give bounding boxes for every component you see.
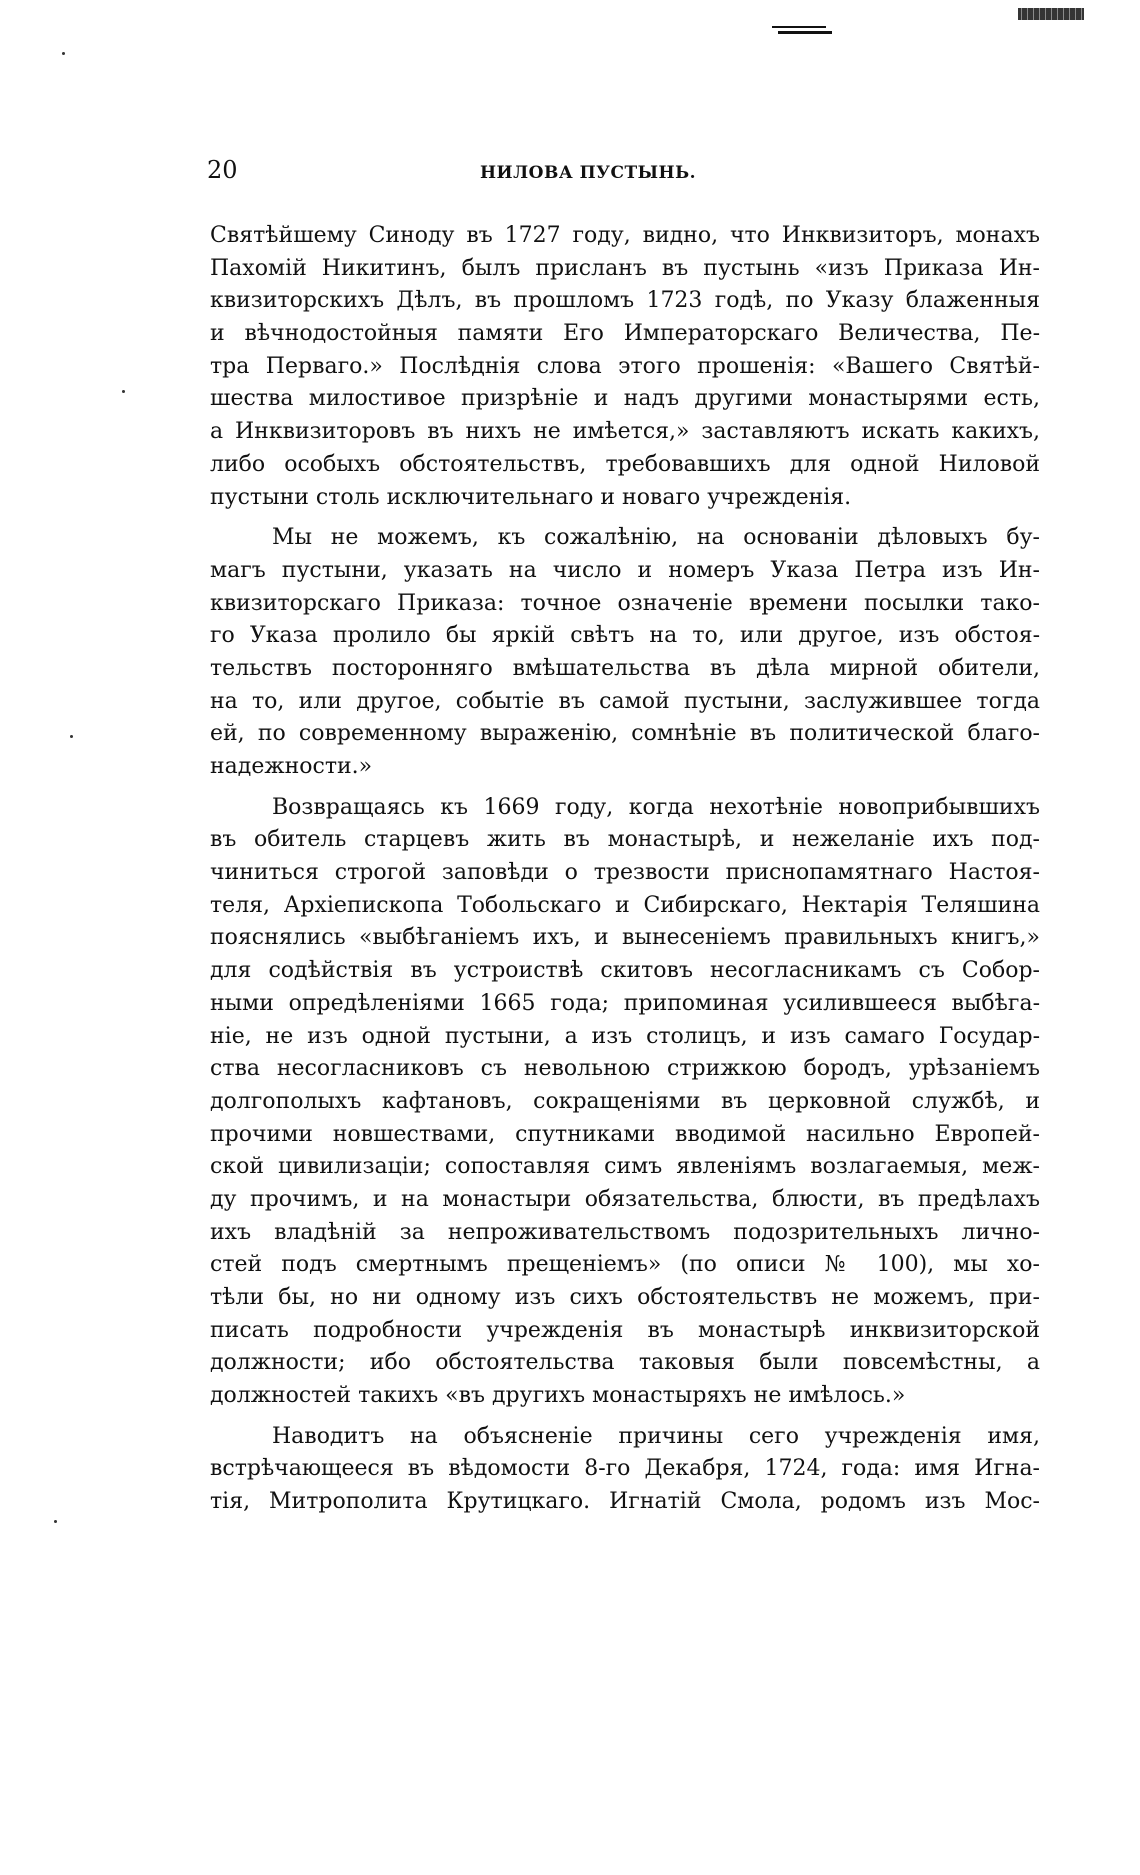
text-line: ихъ владѣній за непроживательствомъ подозрительныхъ лично- — [210, 1219, 1040, 1245]
ornament-bar — [778, 31, 832, 34]
paragraph — [210, 522, 1040, 784]
text-line: надежности.» — [210, 754, 373, 779]
text-line: встрѣчающееся въ вѣдомости 8-го Декабря, 1724, года: имя Игна- — [210, 1456, 1040, 1482]
text-line: пустыни столь исключительнаго и новаго учрежденія. — [210, 484, 852, 510]
scan-speck — [62, 52, 65, 55]
text-line: писать подробности учрежденія въ монастырѣ инквизиторской — [210, 1317, 1040, 1343]
top-ornament-rule — [772, 26, 832, 34]
text-line: въ обитель старцевъ жить въ монастырѣ, и нежеланіе ихъ под- — [210, 827, 1040, 853]
text-line: тія, Митрополита Крутицкаго. Игнатій Смола, родомъ изъ Мос- — [210, 1489, 1040, 1515]
page-number: 20 — [207, 156, 238, 184]
text-line: тѣли бы, но ни одному изъ сихъ обстоятельствъ не можемъ, при- — [210, 1285, 1040, 1310]
scan-speck — [70, 735, 73, 738]
text-line: и вѣчнодостойныя памяти Его Императорскаго Величества, Пе- — [210, 321, 1040, 347]
text-line: Возвращаясь къ 1669 году, когда нехотѣніе новоприбывшихъ — [272, 794, 1040, 820]
text-line: пояснялись «выбѣганіемъ ихъ, и вынесеніемъ правильныхъ книгъ,» — [210, 925, 1040, 951]
running-head: НИЛОВА ПУСТЫНЬ. — [480, 163, 697, 183]
text-line: на то, или другое, событіе въ самой пустыни, заслужившее тогда — [210, 688, 1040, 714]
scan-speck — [122, 390, 125, 393]
text-line: либо особыхъ обстоятельствъ, требовавшихъ для одной Ниловой — [210, 451, 1040, 477]
scan-artifact — [1018, 8, 1084, 20]
text-line: ніе, не изъ одной пустыни, а изъ столицъ, и изъ самаго Государ- — [210, 1023, 1040, 1049]
text-line: тельствъ посторонняго вмѣшательства въ дѣла мирной обители, — [210, 655, 1040, 681]
text-line: прочими новшествами, спутниками вводимой насильно Европей- — [210, 1121, 1040, 1147]
text-line: стей подъ смертнымъ прещеніемъ» (по описи № 100), мы хо- — [210, 1252, 1040, 1278]
text-line: ду прочимъ, и на монастыри обязательства, блюсти, въ предѣлахъ — [210, 1186, 1040, 1212]
text-line: квизиторскаго Приказа: точное означеніе времени посылки тако- — [210, 590, 1040, 616]
text-line: Святѣйшему Синоду въ 1727 году, видно, что Инквизиторъ, монахъ — [210, 223, 1040, 248]
text-line: должностей такихъ «въ другихъ монастыряхъ не имѣлось.» — [210, 1383, 906, 1409]
text-line: магъ пустыни, указать на число и номеръ Указа Петра изъ Ин- — [210, 557, 1040, 583]
text-line: должности; ибо обстоятельства таковыя были повсемѣстны, а — [210, 1350, 1040, 1376]
text-line: тра Перваго.» Послѣднія слова этого прошенія: «Вашего Святѣй- — [210, 353, 1040, 379]
text-line: го Указа пролило бы яркій свѣтъ на то, или другое, изъ обстоя- — [210, 623, 1040, 649]
paragraph — [210, 792, 1040, 1413]
text-line: а Инквизиторовъ въ нихъ не имѣется,» заставляютъ искать какихъ, — [210, 419, 1040, 445]
text-line: долгополыхъ кафтановъ, сокращеніями въ церковной службѣ, и — [210, 1088, 1040, 1114]
text-line: Мы не можемъ, къ сожалѣнію, на основаніи дѣловыхъ бу- — [272, 525, 1040, 551]
text-line: шества милостивое призрѣніе и надъ другими монастырями есть, — [210, 386, 1040, 412]
paragraph — [210, 1421, 1040, 1519]
text-line: квизиторскихъ Дѣлъ, въ прошломъ 1723 годѣ, по Указу блаженныя — [210, 288, 1040, 314]
paragraph — [210, 220, 1040, 514]
text-line: Наводитъ на объясненіе причины сего учрежденія имя, — [272, 1423, 1040, 1449]
text-line: ными опредѣленіями 1665 года; припоминая усилившееся выбѣга- — [210, 990, 1040, 1016]
text-column — [210, 220, 1040, 1519]
text-line: Пахомій Никитинъ, былъ присланъ въ пустынь «изъ Приказа Ин- — [210, 255, 1040, 281]
text-line: чиниться строгой заповѣди о трезвости приснопамятнаго Настоя- — [210, 860, 1040, 886]
text-line: теля, Архіепископа Тобольскаго и Сибирскаго, Нектарія Теляшина — [210, 892, 1040, 918]
ornament-bar — [772, 26, 826, 28]
scan-speck — [54, 1520, 57, 1523]
text-line: ской цивилизаціи; сопоставляя симъ явленіямъ возлагаемыя, меж- — [210, 1154, 1040, 1180]
text-line: ства несогласниковъ съ невольною стрижкою бородъ, урѣзаніемъ — [210, 1056, 1040, 1082]
text-line: для содѣйствія въ устроиствѣ скитовъ несогласникамъ съ Собор- — [210, 958, 1040, 984]
text-line: ей, по современному выраженію, сомнѣніе въ политической благо- — [210, 721, 1040, 747]
